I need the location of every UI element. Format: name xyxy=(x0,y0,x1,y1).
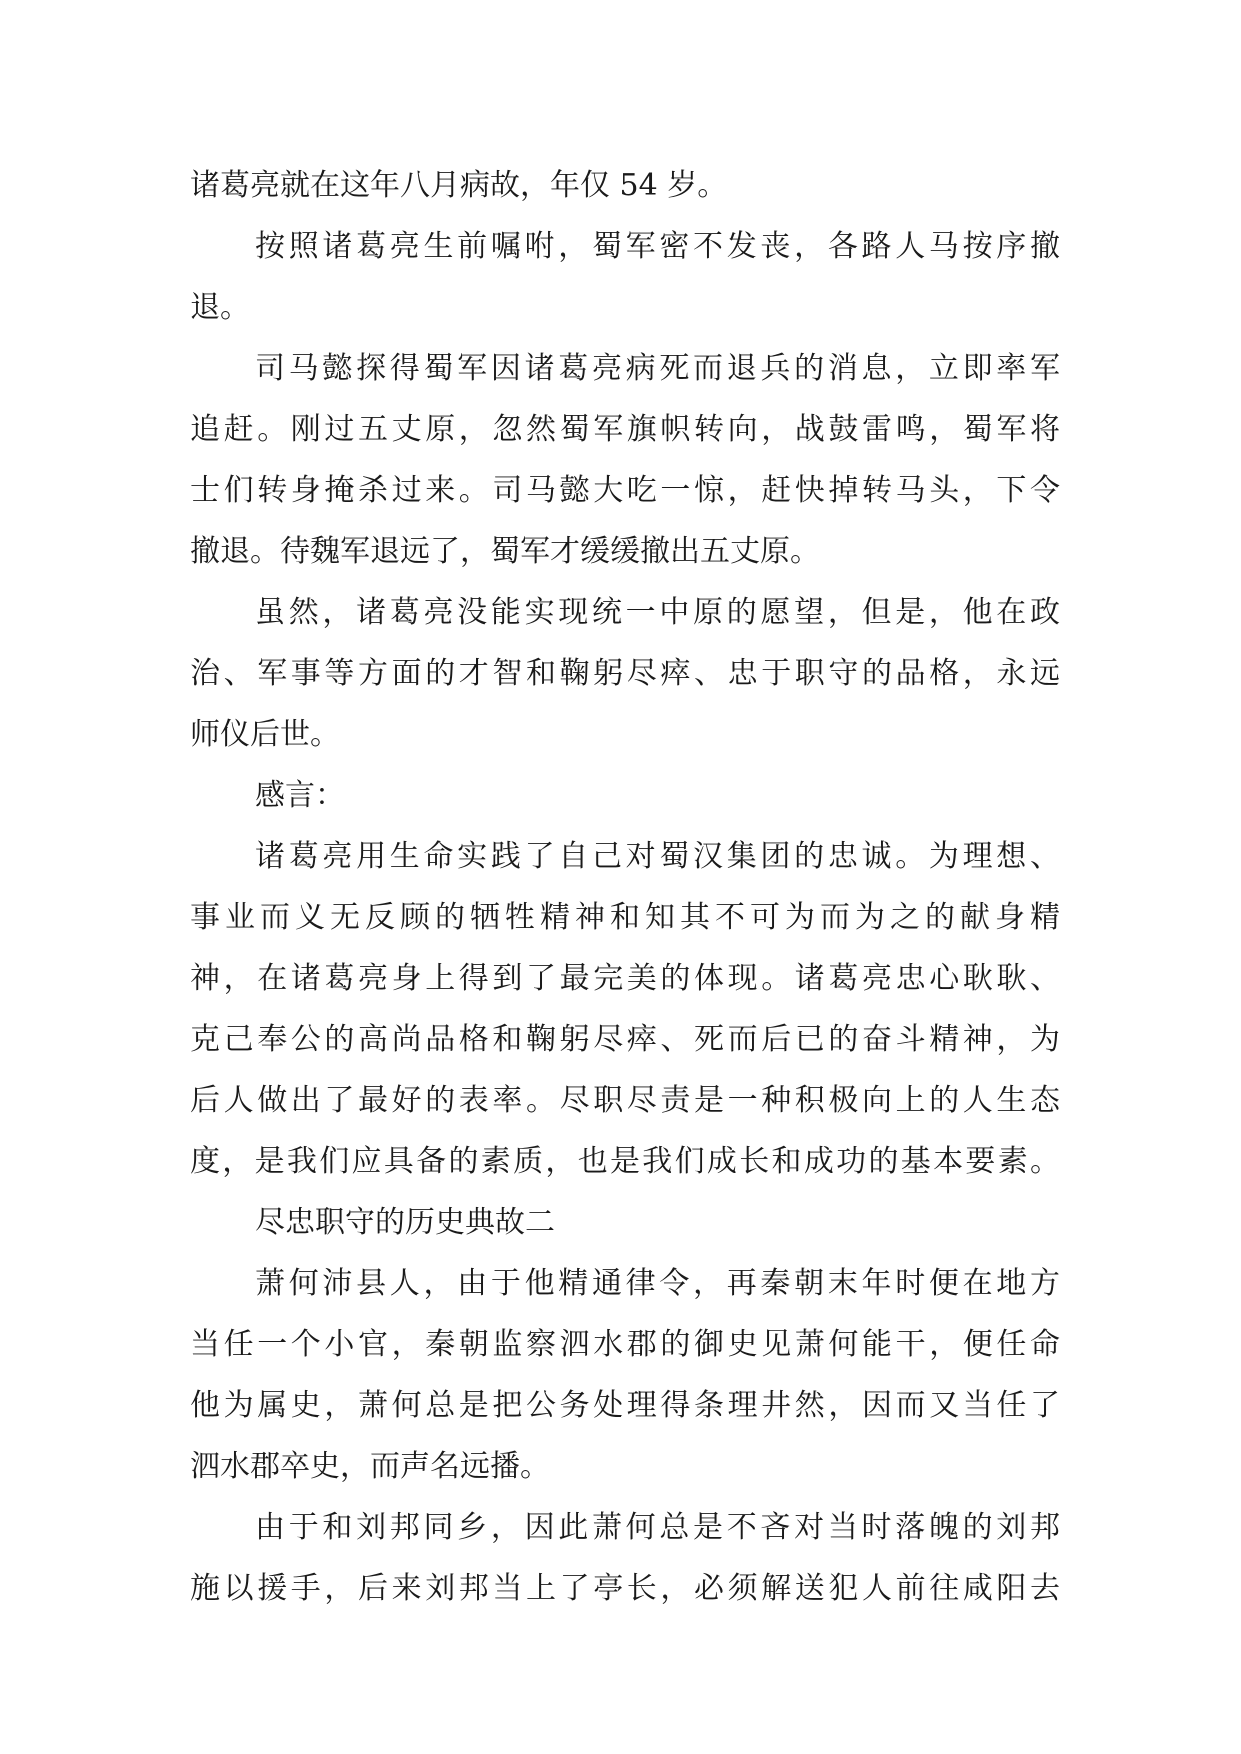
text-line: 诸葛亮就在这年八月病故，年仅 54 岁。 xyxy=(190,168,728,203)
section-heading: 尽忠职守的历史典故二 xyxy=(255,1205,555,1240)
text-line: 司马懿探得蜀军因诸葛亮病死而退兵的消息，立即率军 xyxy=(255,351,1060,386)
text-line: 治、军事等方面的才智和鞠躬尽瘁、忠于职守的品格，永远 xyxy=(190,656,1060,691)
text-line: 诸葛亮用生命实践了自己对蜀汉集团的忠诚。为理想、 xyxy=(255,839,1060,874)
text-line: 后人做出了最好的表率。尽职尽责是一种积极向上的人生态 xyxy=(190,1083,1060,1118)
text-line: 萧何沛县人，由于他精通律令，再秦朝末年时便在地方 xyxy=(255,1266,1060,1301)
text-line: 虽然，诸葛亮没能实现统一中原的愿望，但是，他在政 xyxy=(255,595,1060,630)
text-line: 泗水郡卒史，而声名远播。 xyxy=(190,1449,550,1484)
text-line: 神，在诸葛亮身上得到了最完美的体现。诸葛亮忠心耿耿、 xyxy=(190,961,1060,996)
text-line: 撤退。待魏军退远了，蜀军才缓缓撤出五丈原。 xyxy=(190,534,820,569)
text-line: 当任一个小官，秦朝监察泗水郡的御史见萧何能干，便任命 xyxy=(190,1327,1060,1362)
text-line: 师仪后世。 xyxy=(190,717,340,752)
text-line: 追赶。刚过五丈原，忽然蜀军旗帜转向，战鼓雷鸣，蜀军将 xyxy=(190,412,1060,447)
text-line: 由于和刘邦同乡，因此萧何总是不吝对当时落魄的刘邦 xyxy=(255,1510,1060,1545)
section-label: 感言： xyxy=(255,778,345,813)
text-line: 退。 xyxy=(190,290,250,325)
body-text xyxy=(190,155,1060,1619)
text-line: 他为属史，萧何总是把公务处理得条理井然，因而又当任了 xyxy=(190,1388,1060,1423)
text-line: 按照诸葛亮生前嘱咐，蜀军密不发丧，各路人马按序撤 xyxy=(255,229,1060,264)
text-line: 度，是我们应具备的素质，也是我们成长和成功的基本要素。 xyxy=(190,1144,1060,1179)
text-line: 事业而义无反顾的牺牲精神和知其不可为而为之的献身精 xyxy=(190,900,1060,935)
text-line: 士们转身掩杀过来。司马懿大吃一惊，赶快掉转马头，下令 xyxy=(190,473,1060,508)
text-line: 克己奉公的高尚品格和鞠躬尽瘁、死而后已的奋斗精神，为 xyxy=(190,1022,1060,1057)
text-line: 施以援手，后来刘邦当上了亭长，必须解送犯人前往咸阳去 xyxy=(190,1571,1060,1606)
